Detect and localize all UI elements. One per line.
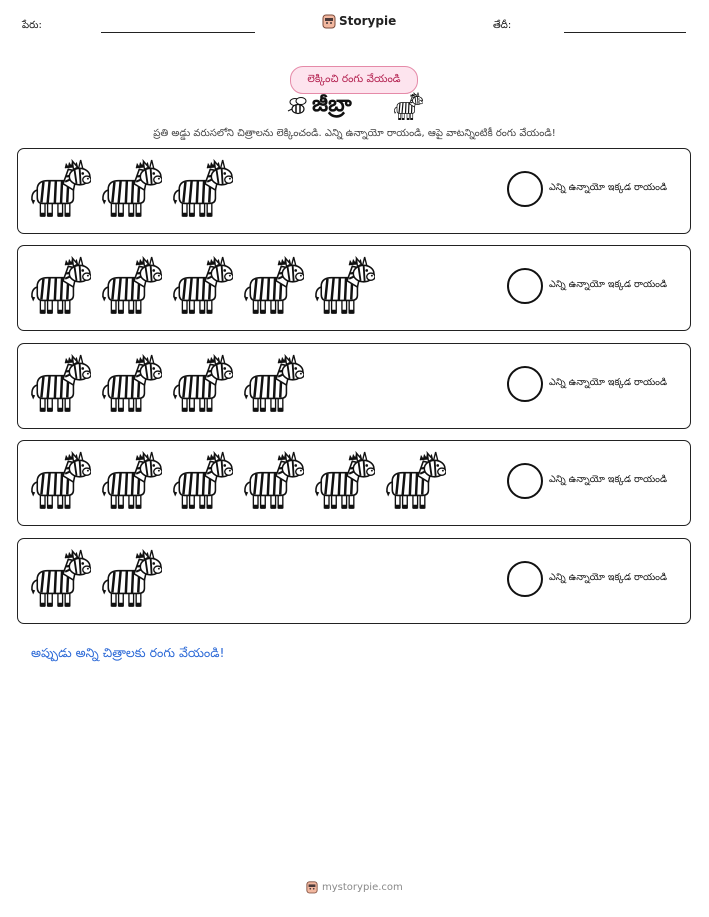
title-word: జీబ్రా — [312, 92, 352, 117]
instructions: ప్రతి అడ్డు వరుసలోని చిత్రాలను లెక్కించండి. ఎన్ని ఉన్నాయో రాయండి, ఆపై వాటన్నింటికీ రంగు వేయండి! — [153, 128, 556, 139]
title-pill: లెక్కించి రంగు వేయండి — [290, 66, 418, 94]
zebra-icon[interactable] — [29, 256, 91, 318]
name-label: పేరు: — [22, 20, 42, 31]
zebra-icon[interactable] — [29, 451, 91, 513]
answer-circle[interactable] — [507, 268, 543, 304]
count-row — [17, 343, 691, 429]
answer-label: ఎన్ని ఉన్నాయో ఇక్కడ రాయండి — [549, 182, 668, 193]
zebra-icon[interactable] — [171, 159, 233, 221]
answer-label: ఎన్ని ఉన్నాయో ఇక్కడ రాయండి — [549, 474, 668, 485]
zebra-icon[interactable] — [29, 549, 91, 611]
storypie-logo-icon — [306, 880, 318, 894]
zebra-icon[interactable] — [100, 354, 162, 416]
footer-note: అప్పుడు అన్ని చిత్రాలకు రంగు వేయండి! — [31, 645, 225, 660]
answer-circle[interactable] — [507, 366, 543, 402]
date-line[interactable] — [564, 32, 686, 33]
zebra-icon[interactable] — [29, 159, 91, 221]
zebra-icon[interactable] — [242, 354, 304, 416]
count-row — [17, 538, 691, 624]
answer-label: ఎన్ని ఉన్నాయో ఇక్కడ రాయండి — [549, 572, 668, 583]
zebra-icon[interactable] — [242, 256, 304, 318]
date-label: తేదీ: — [493, 20, 512, 31]
zebra-icon[interactable] — [100, 549, 162, 611]
storypie-brand — [322, 13, 396, 29]
zebra-icon[interactable] — [100, 451, 162, 513]
title-row — [286, 92, 426, 122]
answer-label: ఎన్ని ఉన్నాయో ఇక్కడ రాయండి — [549, 377, 668, 388]
zebra-icon[interactable] — [384, 451, 446, 513]
name-line[interactable] — [101, 32, 255, 33]
bee-icon — [286, 94, 312, 120]
brand-name: Storypie — [339, 14, 397, 28]
zebra-icon[interactable] — [29, 354, 91, 416]
answer-label: ఎన్ని ఉన్నాయో ఇక్కడ రాయండి — [549, 279, 668, 290]
zebra-icon — [393, 92, 423, 122]
zebra-icon[interactable] — [242, 451, 304, 513]
zebra-icon[interactable] — [100, 256, 162, 318]
storypie-logo-icon — [322, 13, 336, 29]
zebra-icon[interactable] — [171, 451, 233, 513]
answer-circle[interactable] — [507, 561, 543, 597]
count-row — [17, 245, 691, 331]
footer-brand — [306, 880, 403, 894]
zebra-icon[interactable] — [100, 159, 162, 221]
count-row — [17, 440, 691, 526]
answer-circle[interactable] — [507, 463, 543, 499]
zebra-icon[interactable] — [313, 451, 375, 513]
answer-circle[interactable] — [507, 171, 543, 207]
zebra-icon[interactable] — [171, 256, 233, 318]
zebra-icon[interactable] — [171, 354, 233, 416]
zebra-icon[interactable] — [313, 256, 375, 318]
count-row — [17, 148, 691, 234]
footer-site: mystorypie.com — [322, 881, 403, 893]
